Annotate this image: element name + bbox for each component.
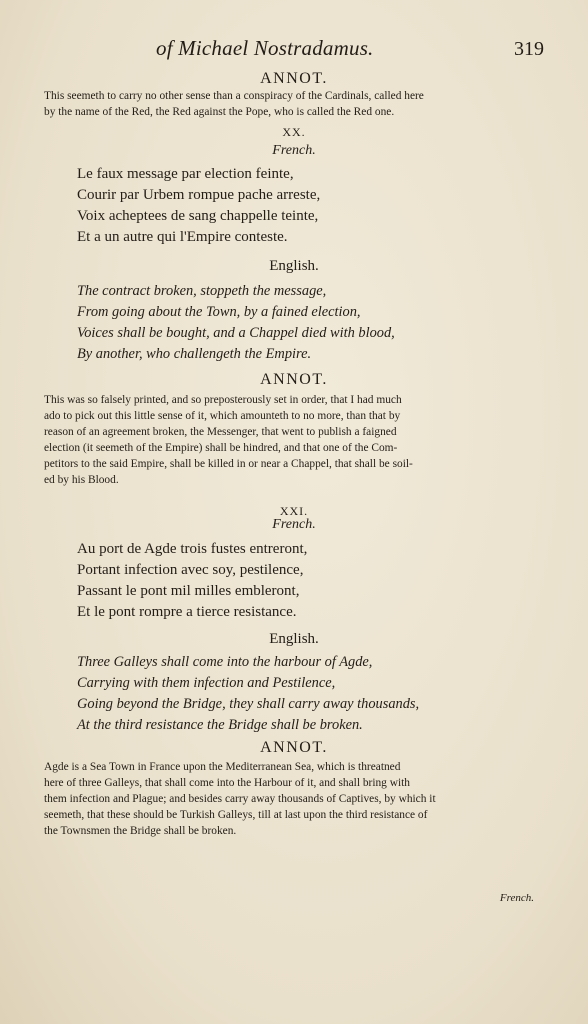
english-21-line-2: Carrying with them infection and Pestilence, <box>77 675 336 691</box>
annot-3-line-4: seemeth, that these should be Turkish Galleys, till at last upon the third resistance of <box>44 809 428 821</box>
annot-1-line-1: This seemeth to carry no other sense than a conspiracy of the Cardinals, called here <box>44 90 424 102</box>
page-header <box>0 36 588 66</box>
annot-2-line-3: reason of an agreement broken, the Messenger, that went to publish a faigned <box>44 426 397 438</box>
quatrain-number-21: XXI. <box>279 504 309 518</box>
french-21-line-4: Et le pont rompre a tierce resistance. <box>77 604 297 620</box>
catchword: French. <box>499 892 534 904</box>
page-number: 319 <box>514 38 544 60</box>
english-verse-20 <box>77 281 477 365</box>
annot-3-line-3: them infection and Plague; and besides carry away thousands of Captives, by which it <box>44 793 436 805</box>
annot-2-line-5: petitors to the said Empire, shall be killed in or near a Chappel, that shall be soil- <box>44 458 413 470</box>
english-label-20: English. <box>269 258 319 274</box>
french-verse-21 <box>77 539 477 623</box>
annot-1-line-2: by the name of the Red, the Red against the Pope, who is called the Red one. <box>44 106 395 118</box>
english-verse-21 <box>77 652 477 736</box>
annot-2-line-4: election (it seemeth of the Empire) shall be hindred, and that one of the Com- <box>44 442 398 454</box>
french-20-line-3: Voix acheptees de sang chappelle teinte, <box>77 208 319 224</box>
english-21-line-4: At the third resistance the Bridge shall be broken. <box>77 717 363 733</box>
annot-text-2 <box>44 392 540 488</box>
annot-2-line-2: ado to pick out this little sense of it, which amounteth to no more, than that by <box>44 410 401 422</box>
english-20-line-3: Voices shall be bought, and a Chappel died with blood, <box>77 325 395 341</box>
french-20-line-4: Et a un autre qui l'Empire conteste. <box>77 229 288 245</box>
annot-3-line-1: Agde is a Sea Town in France upon the Mediterranean Sea, which is threatned <box>44 761 401 773</box>
annot-3-line-2: here of three Galleys, that shall come into the Harbour of it, and shall bring with <box>44 777 410 789</box>
quatrain-number-20: XX. <box>282 125 306 139</box>
annot-heading-1: ANNOT. <box>260 70 328 87</box>
french-label-20: French. <box>272 143 316 158</box>
english-21-line-1: Three Galleys shall come into the harbour of Agde, <box>77 654 373 670</box>
annot-2-line-6: ed by his Blood. <box>44 474 119 486</box>
english-20-line-4: By another, who challengeth the Empire. <box>77 346 312 362</box>
french-21-line-2: Portant infection avec soy, pestilence, <box>77 562 304 578</box>
french-20-line-2: Courir par Urbem rompue pache arreste, <box>77 187 321 203</box>
english-21-line-3: Going beyond the Bridge, they shall carry away thousands, <box>77 696 420 712</box>
annot-heading-2: ANNOT. <box>260 371 328 388</box>
annot-2-line-1: This was so falsely printed, and so preposterously set in order, that I had much <box>44 394 402 406</box>
annot-heading-3: ANNOT. <box>260 739 328 756</box>
english-20-line-2: From going about the Town, by a fained election, <box>77 304 361 320</box>
annot-text-1 <box>44 88 540 120</box>
french-verse-20 <box>77 164 477 248</box>
english-label-21: English. <box>269 631 319 647</box>
annot-text-3 <box>44 759 540 839</box>
running-title: of Michael Nostradamus. <box>156 36 374 60</box>
french-21-line-3: Passant le pont mil milles embleront, <box>77 583 300 599</box>
french-20-line-1: Le faux message par election feinte, <box>77 166 294 182</box>
french-21-line-1: Au port de Agde trois fustes entreront, <box>77 541 308 557</box>
english-20-line-1: The contract broken, stoppeth the message, <box>77 283 327 299</box>
french-label-21: French. <box>272 517 316 532</box>
annot-3-line-5: the Townsmen the Bridge shall be broken. <box>44 825 237 837</box>
